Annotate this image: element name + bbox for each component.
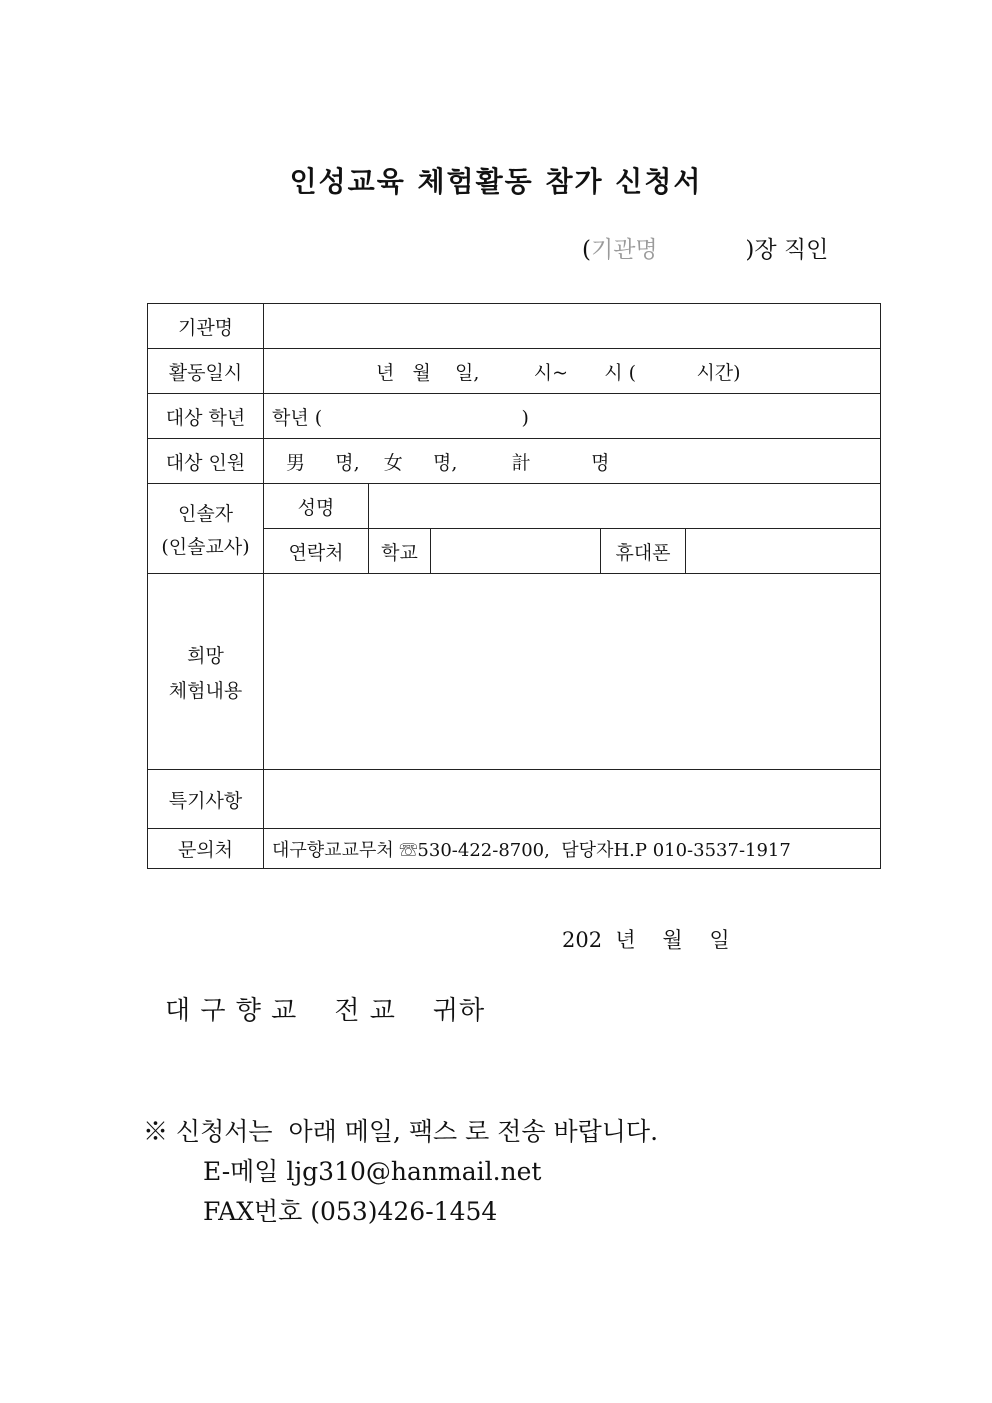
seal-gap bbox=[658, 237, 746, 263]
name-label: 성명 bbox=[264, 484, 369, 529]
mobile-phone-field[interactable] bbox=[686, 529, 881, 574]
form-row-org bbox=[148, 304, 881, 349]
leader-label-line2: (인솔교사) bbox=[161, 535, 250, 558]
email-contact: E-메일 ljg310@hanmail.net bbox=[203, 1157, 542, 1186]
wish-label-line2: 체험내용 bbox=[168, 679, 243, 702]
mobile-label: 휴대폰 bbox=[601, 529, 686, 574]
contact-label: 연락처 bbox=[264, 529, 369, 574]
form-row-notes bbox=[148, 770, 881, 829]
submission-notice: ※ 신청서는 아래 메일, 팩스 로 전송 바랍니다. bbox=[143, 1117, 659, 1146]
recipient-line: 대 구 향 교 전 교 귀하 bbox=[165, 996, 486, 1026]
inquiry-label: 문의처 bbox=[148, 829, 264, 869]
seal-line bbox=[582, 231, 828, 264]
org-field[interactable] bbox=[264, 304, 881, 349]
fax-contact: FAX번호 (053)426-1454 bbox=[203, 1197, 498, 1226]
org-label: 기관명 bbox=[148, 304, 264, 349]
form-row-grade bbox=[148, 394, 881, 439]
inquiry-value: 대구향교교무처 ☏530-422-8700, 담당자H.P 010-3537-1917 bbox=[264, 829, 881, 869]
form-row-wish bbox=[148, 574, 881, 770]
school-label: 학교 bbox=[369, 529, 431, 574]
wish-label-line1: 희망 bbox=[187, 644, 224, 667]
wish-label bbox=[148, 574, 264, 770]
grade-field[interactable]: 학년 ( ) bbox=[264, 394, 881, 439]
leader-label bbox=[148, 484, 264, 574]
seal-open-paren: ( bbox=[582, 237, 591, 263]
application-form bbox=[147, 303, 881, 869]
document-title: 인성교육 체험활동 참가 신청서 bbox=[289, 165, 703, 198]
date-field[interactable]: 년 월 일, 시~ 시 ( 시간) bbox=[264, 349, 881, 394]
leader-name-field[interactable] bbox=[369, 484, 881, 529]
signature-date-line[interactable]: 202 년 월 일 bbox=[562, 928, 730, 952]
count-field[interactable]: 男 명, 女 명, 計 명 bbox=[264, 439, 881, 484]
leader-label-line1: 인솔자 bbox=[177, 502, 234, 525]
form-row-inquiry bbox=[148, 829, 881, 869]
form-row-count bbox=[148, 439, 881, 484]
count-label: 대상 인원 bbox=[148, 439, 264, 484]
wish-field[interactable] bbox=[264, 574, 881, 770]
date-label: 활동일시 bbox=[148, 349, 264, 394]
form-row-date bbox=[148, 349, 881, 394]
org-name-placeholder[interactable]: 기관명 bbox=[590, 237, 658, 263]
notes-label: 특기사항 bbox=[148, 770, 264, 829]
school-phone-field[interactable] bbox=[431, 529, 601, 574]
form-row-leader-name bbox=[148, 484, 881, 529]
grade-label: 대상 학년 bbox=[148, 394, 264, 439]
seal-suffix: )장 직인 bbox=[745, 237, 829, 263]
notes-field[interactable] bbox=[264, 770, 881, 829]
